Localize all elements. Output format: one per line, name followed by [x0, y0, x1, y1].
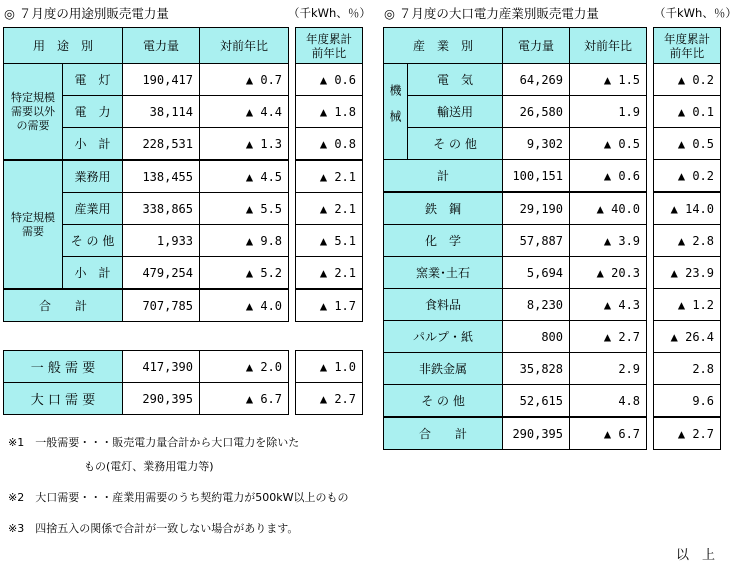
note-2: ※2 大口需要・・・産業用需要のうち契約電力が500kW以上のもの: [8, 491, 349, 504]
row-cum: ▲ 0.8: [296, 128, 363, 161]
note-1b: もの(電灯、業務用電力等): [84, 460, 214, 473]
demand-cum: ▲ 1.0: [296, 351, 363, 383]
row-cum: ▲ 5.1: [296, 225, 363, 257]
row-ratio: 4.8: [570, 385, 647, 418]
row-power: 5,694: [503, 257, 570, 289]
row-cum: ▲ 2.8: [654, 225, 721, 257]
total-ratio: ▲ 4.0: [200, 289, 289, 322]
row-label: 小 計: [63, 257, 123, 290]
demand-power: 417,390: [123, 351, 200, 383]
demand-label: 大 口 需 要: [4, 383, 123, 415]
row-cum: ▲ 0.2: [654, 160, 721, 193]
note-1a: ※1 一般需要・・・販売電力量合計から大口電力を除いた: [8, 436, 300, 449]
demand-cumulative-table: [295, 350, 363, 415]
total-cum: ▲ 1.7: [296, 289, 363, 322]
row-cum: ▲ 1.8: [296, 96, 363, 128]
row-label: そ の 他: [384, 385, 503, 418]
row-label: 小 計: [63, 128, 123, 161]
row-cum: ▲ 23.9: [654, 257, 721, 289]
row-label: 電 気: [408, 64, 503, 96]
row-ratio: 1.9: [570, 96, 647, 128]
row-label: 産業用: [63, 193, 123, 225]
row-label: 非鉄金属: [384, 353, 503, 385]
row-cum: ▲ 0.1: [654, 96, 721, 128]
row-cum: ▲ 2.1: [296, 193, 363, 225]
row-ratio: ▲ 1.3: [200, 128, 289, 161]
group-specified: [4, 160, 63, 289]
usage-header-cumulative: [296, 28, 363, 64]
demand-ratio: ▲ 2.0: [200, 351, 289, 383]
total-cum: ▲ 2.7: [654, 417, 721, 450]
row-ratio: ▲ 4.3: [570, 289, 647, 321]
row-label: パルプ・紙: [384, 321, 503, 353]
row-ratio: ▲ 5.5: [200, 193, 289, 225]
row-power: 138,455: [123, 160, 200, 193]
industry-header-power: 電力量: [503, 28, 570, 64]
total-power: 707,785: [123, 289, 200, 322]
note-3: ※3 四捨五入の関係で合計が一致しない場合があります。: [8, 522, 299, 535]
industry-header-category: 産 業 別: [384, 28, 503, 64]
machine-group: [384, 64, 408, 160]
row-cum: ▲ 14.0: [654, 192, 721, 225]
right-title: ◎ ７月度の大口電力産業別販売電力量: [384, 6, 599, 21]
industry-cumulative-table: [653, 27, 721, 450]
usage-cumulative-table: [295, 27, 363, 322]
usage-header-power: 電力量: [123, 28, 200, 64]
left-title: ◎ ７月度の用途別販売電力量: [4, 6, 169, 21]
demand-cum: ▲ 2.7: [296, 383, 363, 415]
group-specified-label: 特定規模 需要: [11, 210, 55, 238]
row-ratio: ▲ 0.5: [570, 128, 647, 160]
row-label: そ の 他: [408, 128, 503, 160]
row-power: 8,230: [503, 289, 570, 321]
row-ratio: 2.9: [570, 353, 647, 385]
row-power: 52,615: [503, 385, 570, 418]
machine-group-label: 機械: [388, 84, 402, 136]
row-label: 電 力: [63, 96, 123, 128]
row-cum: ▲ 0.6: [296, 64, 363, 96]
group-non-specified-label: 特定規模 需要以外 の需要: [11, 90, 55, 132]
row-ratio: ▲ 0.7: [200, 64, 289, 96]
usage-table: [3, 27, 289, 322]
row-power: 338,865: [123, 193, 200, 225]
row-cum: ▲ 2.1: [296, 160, 363, 193]
row-label: 化 学: [384, 225, 503, 257]
row-ratio: ▲ 20.3: [570, 257, 647, 289]
row-power: 190,417: [123, 64, 200, 96]
row-power: 35,828: [503, 353, 570, 385]
row-ratio: ▲ 0.6: [570, 160, 647, 193]
usage-header-category: 用 途 別: [4, 28, 123, 64]
row-label: 食料品: [384, 289, 503, 321]
row-ratio: ▲ 4.4: [200, 96, 289, 128]
row-label: そ の 他: [63, 225, 123, 257]
row-ratio: ▲ 4.5: [200, 160, 289, 193]
row-power: 57,887: [503, 225, 570, 257]
closing-text: 以 上: [676, 548, 716, 563]
row-label: 輸送用: [408, 96, 503, 128]
row-cum: 9.6: [654, 385, 721, 418]
left-unit: （千kWh、％）: [288, 6, 371, 20]
row-power: 29,190: [503, 192, 570, 225]
industry-header-cumulative-label: 年度累計 前年比: [664, 31, 710, 60]
usage-header-cumulative-label: 年度累計 前年比: [306, 31, 352, 60]
row-cum: 2.8: [654, 353, 721, 385]
row-power: 9,302: [503, 128, 570, 160]
row-label: 計: [384, 160, 503, 193]
group-non-specified: [4, 64, 63, 161]
row-cum: ▲ 2.1: [296, 257, 363, 290]
row-ratio: ▲ 2.7: [570, 321, 647, 353]
row-power: 800: [503, 321, 570, 353]
row-power: 100,151: [503, 160, 570, 193]
row-cum: ▲ 26.4: [654, 321, 721, 353]
right-unit: （千kWh、％）: [654, 6, 737, 20]
row-power: 64,269: [503, 64, 570, 96]
row-ratio: ▲ 9.8: [200, 225, 289, 257]
demand-power: 290,395: [123, 383, 200, 415]
row-cum: ▲ 0.5: [654, 128, 721, 160]
row-cum: ▲ 1.2: [654, 289, 721, 321]
industry-header-cumulative: [654, 28, 721, 64]
row-power: 26,580: [503, 96, 570, 128]
industry-header-ratio: 対前年比: [570, 28, 647, 64]
row-label: 窯業･土石: [384, 257, 503, 289]
row-power: 1,933: [123, 225, 200, 257]
row-cum: ▲ 0.2: [654, 64, 721, 96]
demand-label: 一 般 需 要: [4, 351, 123, 383]
demand-table: [3, 350, 289, 415]
row-label: 鉄 鋼: [384, 192, 503, 225]
row-ratio: ▲ 1.5: [570, 64, 647, 96]
row-power: 38,114: [123, 96, 200, 128]
total-label: 合 計: [384, 417, 503, 450]
row-ratio: ▲ 40.0: [570, 192, 647, 225]
total-label: 合 計: [4, 289, 123, 322]
total-ratio: ▲ 6.7: [570, 417, 647, 450]
row-ratio: ▲ 5.2: [200, 257, 289, 290]
demand-ratio: ▲ 6.7: [200, 383, 289, 415]
row-label: 業務用: [63, 160, 123, 193]
row-ratio: ▲ 3.9: [570, 225, 647, 257]
usage-header-ratio: 対前年比: [200, 28, 289, 64]
row-label: 電 灯: [63, 64, 123, 96]
row-power: 228,531: [123, 128, 200, 161]
row-power: 479,254: [123, 257, 200, 290]
total-power: 290,395: [503, 417, 570, 450]
industry-table: [383, 27, 647, 450]
